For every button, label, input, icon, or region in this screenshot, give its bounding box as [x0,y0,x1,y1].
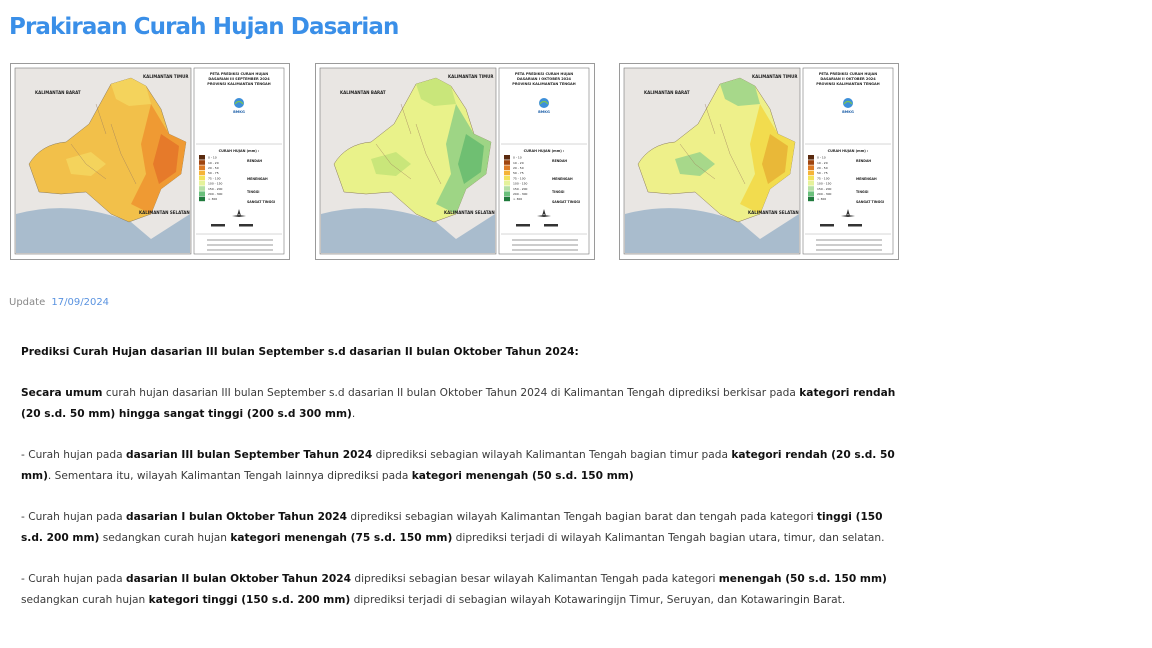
legend-range: 10 - 20 [208,160,219,165]
forecast-heading: Prediksi Curah Hujan dasarian III bulan September s.d dasarian II bulan Oktober Tahun 2024: [21,346,579,358]
legend-swatch [808,171,814,176]
label-kalimantan-barat: KALIMANTAN BARAT [644,90,690,95]
map-image [620,64,898,259]
legend-swatch [199,160,205,165]
legend-range: 150 - 200 [208,186,223,191]
legend-swatch [199,191,205,196]
scale-bar-segment [834,224,848,227]
forecast-september-dasarian-3: - Curah hujan pada dasarian III bulan September Tahun 2024 diprediksi sebagian wilayah Kalimantan Tengah bagian timur pada kategori rendah (20 s.d. 50 mm). Sementara itu, wilayah Kalimantan Tengah lainnya diprediksi pada kategori menengah (50 s.d. 150 mm) [21,449,895,482]
legend-range: 200 - 300 [208,192,223,196]
legend-range: 50 - 75 [817,171,828,176]
legend-swatch [504,181,510,186]
map-dasarian-3-september[interactable] [10,63,290,260]
map-header-line: PETA PREDIKSI CURAH HUJAN [818,72,878,76]
legend-category: TINGGI [856,190,869,194]
scale-bar-segment [530,224,544,227]
legend-range: 150 - 200 [817,186,832,191]
map-dasarian-2-oktober[interactable] [619,63,899,260]
legend-category: RENDAH [552,159,568,163]
legend-range: 100 - 150 [817,181,832,186]
legend-range: 10 - 20 [817,160,828,165]
legend-category: SANGAT TINGGI [856,200,884,204]
legend-swatch [808,176,814,181]
legend-range: 200 - 300 [817,192,832,196]
legend-title: CURAH HUJAN (mm) : [827,149,869,153]
map-image [316,64,594,259]
forecast-description [21,342,901,631]
legend-range: 75 - 100 [817,176,830,181]
map-header-line: PROVINSI KALIMANTAN TENGAH [512,82,576,86]
legend-range: > 300 [208,197,218,202]
legend-range: 20 - 50 [817,166,828,170]
legend-category: MENENGAH [856,177,877,181]
legend-range: 0 - 10 [817,155,826,160]
map-header-line: DASARIAN II OKTOBER 2024 [820,77,876,81]
legend-category: RENDAH [247,159,263,163]
legend-swatch [504,171,510,176]
legend-range: > 300 [817,197,827,202]
map-header-line: PETA PREDIKSI CURAH HUJAN [209,72,269,76]
legend-category: RENDAH [856,159,872,163]
update-date: 17/09/2024 [51,297,110,308]
legend-swatch [199,176,205,181]
legend-range: 100 - 150 [208,181,223,186]
legend-range: 150 - 200 [513,186,528,191]
forecast-summary: Secara umum curah hujan dasarian III bulan September s.d dasarian II bulan Oktober Tahun 2024 di Kalimantan Tengah diprediksi berkisar pada kategori rendah (20 s.d. 50 mm) hingga sangat tinggi (200 s.d 300 mm). [21,387,896,420]
scale-bar-segment [862,224,876,227]
map-header-line: DASARIAN III SEPTEMBER 2024 [208,77,270,81]
legend-range: 50 - 75 [513,171,524,176]
legend-swatch [199,171,205,176]
legend-swatch [808,191,814,196]
legend-swatch [199,197,205,202]
legend-swatch [504,186,510,191]
forecast-oktober-dasarian-1: - Curah hujan pada dasarian I bulan Oktober Tahun 2024 diprediksi sebagian wilayah Kalimantan Tengah bagian barat dan tengah pada kategori tinggi (150 s.d. 200 mm) sedangkan curah hujan kategori menengah (75 s.d. 150 mm) diprediksi terjadi di wilayah Kalimantan Tengah bagian utara, timur, dan selatan. [21,511,885,544]
map-image [11,64,289,259]
legend-swatch [199,165,205,170]
legend-swatch [808,160,814,165]
label-kalimantan-selatan: KALIMANTAN SELATAN [748,210,799,215]
legend-category: MENENGAH [247,177,268,181]
legend-swatch [504,191,510,196]
legend-category: SANGAT TINGGI [247,200,275,204]
legend-range: 200 - 300 [513,192,528,196]
legend-category: TINGGI [247,190,260,194]
legend-category: SANGAT TINGGI [552,200,580,204]
label-kalimantan-timur: KALIMANTAN TIMUR [143,74,189,79]
legend-swatch [808,165,814,170]
legend-swatch [504,197,510,202]
map-dasarian-1-oktober[interactable] [315,63,595,260]
legend-swatch [504,176,510,181]
legend-swatch [199,155,205,160]
bmkg-label: BMKG [538,110,550,114]
legend-swatch [504,165,510,170]
label-kalimantan-timur: KALIMANTAN TIMUR [448,74,494,79]
label-kalimantan-timur: KALIMANTAN TIMUR [752,74,798,79]
map-header-line: PROVINSI KALIMANTAN TENGAH [207,82,271,86]
legend-category: MENENGAH [552,177,573,181]
scale-bar-segment [253,224,267,227]
legend-range: 100 - 150 [513,181,528,186]
scale-bar-segment [225,224,239,227]
page-title: Prakiraan Curah Hujan Dasarian [9,14,399,40]
update-label: Update [9,297,46,308]
legend-swatch [504,155,510,160]
legend-range: 75 - 100 [208,176,221,181]
legend-range: > 300 [513,197,523,202]
legend-range: 50 - 75 [208,171,219,176]
legend-swatch [808,181,814,186]
label-kalimantan-selatan: KALIMANTAN SELATAN [444,210,495,215]
legend-swatch [199,186,205,191]
map-header-line: PROVINSI KALIMANTAN TENGAH [816,82,880,86]
legend-range: 10 - 20 [513,160,524,165]
legend-category: TINGGI [552,190,565,194]
legend-swatch [808,186,814,191]
legend-title: CURAH HUJAN (mm) : [523,149,565,153]
forecast-oktober-dasarian-2: - Curah hujan pada dasarian II bulan Oktober Tahun 2024 diprediksi sebagian besar wilayah Kalimantan Tengah pada kategori menengah (50 s.d. 150 mm) sedangkan curah hujan kategori tinggi (150 s.d. 200 mm) diprediksi terjadi di sebagian wilayah Kotawaringijn Timur, Seruyan, dan Kotawaringin Barat. [21,573,887,606]
legend-range: 20 - 50 [208,166,219,170]
scale-bar-segment [558,224,572,227]
legend-swatch [199,181,205,186]
label-kalimantan-selatan: KALIMANTAN SELATAN [139,210,190,215]
legend-range: 75 - 100 [513,176,526,181]
update-info [9,297,109,308]
map-header-line: DASARIAN I OKTOBER 2024 [517,77,571,81]
legend-swatch [808,155,814,160]
label-kalimantan-barat: KALIMANTAN BARAT [340,90,386,95]
bmkg-label: BMKG [842,110,854,114]
legend-range: 0 - 10 [513,155,522,160]
label-kalimantan-barat: KALIMANTAN BARAT [35,90,81,95]
legend-title: CURAH HUJAN (mm) : [218,149,260,153]
legend-swatch [808,197,814,202]
legend-range: 0 - 10 [208,155,217,160]
legend-range: 20 - 50 [513,166,524,170]
legend-swatch [504,160,510,165]
map-header-line: PETA PREDIKSI CURAH HUJAN [514,72,574,76]
bmkg-label: BMKG [233,110,245,114]
